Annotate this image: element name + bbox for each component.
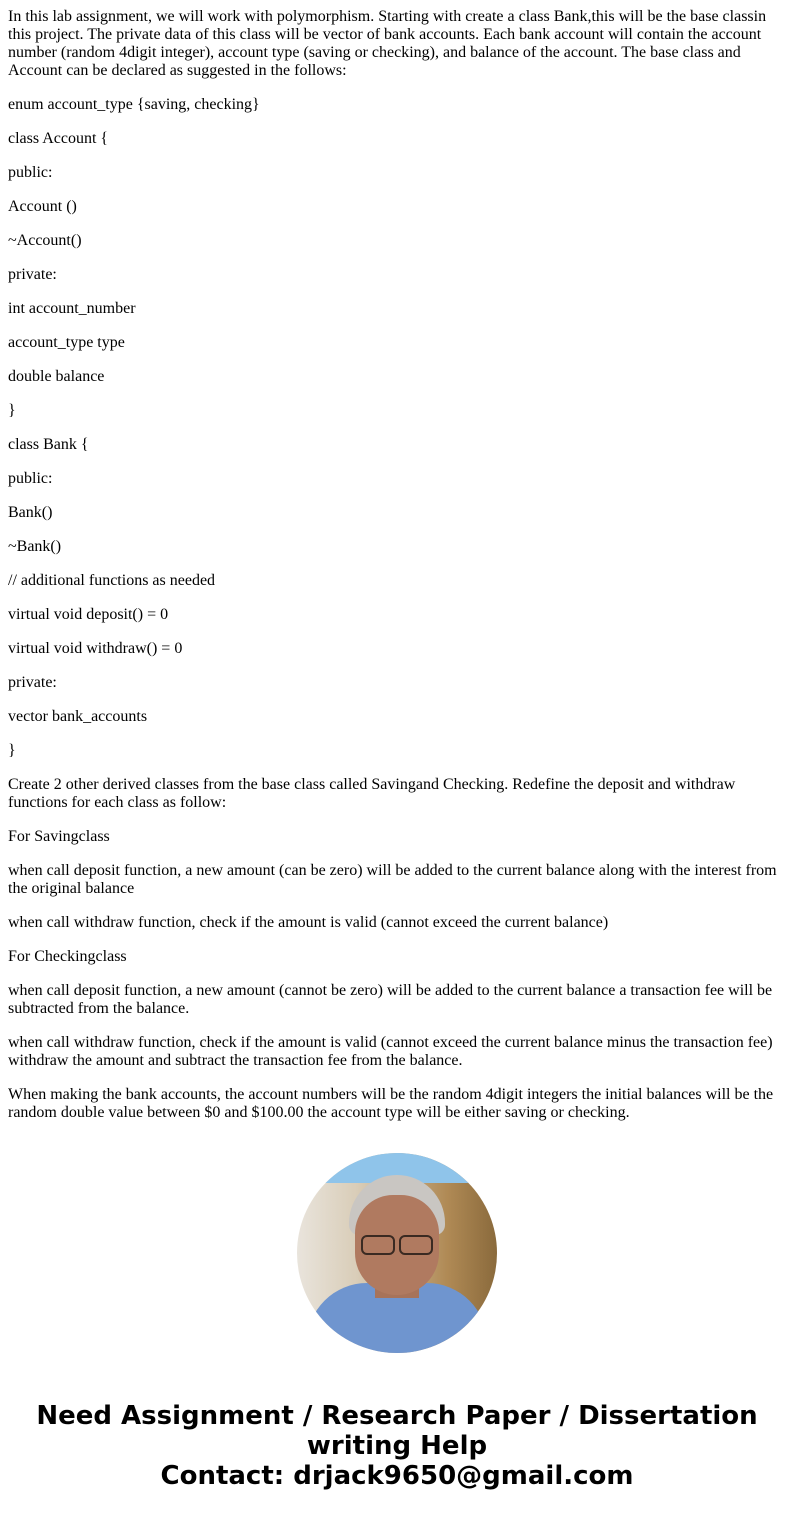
avatar-container — [8, 1153, 786, 1353]
code-line: virtual void withdraw() = 0 — [8, 640, 183, 657]
promo-headline: Need Assignment / Research Paper / Dissertation writing Help — [36, 1401, 758, 1461]
paragraph: Create 2 other derived classes from the base class called Savingand Checking. Redefine the deposit and withdraw functions for each class as follow: — [8, 776, 736, 811]
code-line: enum account_type {saving, checking} — [8, 96, 260, 113]
code-line: } — [8, 742, 16, 759]
code-line: double balance — [8, 368, 105, 385]
paragraph: When making the bank accounts, the account numbers will be the random 4digit integers the initial balances will be the random double value between $0 and $100.00 the account type will be either saving or checking. — [8, 1086, 774, 1121]
code-line: class Account { — [8, 130, 109, 147]
paragraph: when call withdraw function, check if the amount is valid (cannot exceed the current balance minus the transaction fee) withdraw the amount and subtract the transaction fee from the balance. — [8, 1034, 773, 1069]
promo-contact: Contact: drjack9650@gmail.com — [160, 1461, 634, 1491]
paragraph: when call withdraw function, check if the amount is valid (cannot exceed the current balance) — [8, 914, 609, 931]
code-line: Bank() — [8, 504, 53, 521]
code-line: account_type type — [8, 334, 125, 351]
code-line: private: — [8, 266, 57, 283]
code-line: ~Bank() — [8, 538, 62, 555]
paragraph: when call deposit function, a new amount (can be zero) will be added to the current balance along with the interest from the original balance — [8, 862, 777, 897]
code-line: // additional functions as needed — [8, 572, 216, 589]
code-line: Account () — [8, 198, 77, 215]
paragraph: For Checkingclass — [8, 948, 127, 965]
code-line: vector bank_accounts — [8, 708, 148, 725]
paragraph: For Savingclass — [8, 828, 110, 845]
code-line: virtual void deposit() = 0 — [8, 606, 169, 623]
avatar — [297, 1153, 497, 1353]
code-line: class Bank { — [8, 436, 89, 453]
code-line: } — [8, 402, 16, 419]
code-line: public: — [8, 470, 53, 487]
intro-paragraph: In this lab assignment, we will work with polymorphism. Starting with create a class Bank,this will be the base classin this project. The private data of this class will be vector of bank accounts. Each bank account will contain the account number (random 4digit integer), account type (saving or checking), and balance of the account. The base class and Account can be declared as suggested in the follows: — [8, 8, 767, 79]
promo-banner — [8, 1401, 786, 1491]
code-line: ~Account() — [8, 232, 82, 249]
assignment-text — [8, 8, 786, 1122]
glasses-icon — [361, 1235, 433, 1253]
code-line: public: — [8, 164, 53, 181]
code-line: private: — [8, 674, 57, 691]
code-line: int account_number — [8, 300, 136, 317]
paragraph: when call deposit function, a new amount (cannot be zero) will be added to the current balance a transaction fee will be subtracted from the balance. — [8, 982, 773, 1017]
